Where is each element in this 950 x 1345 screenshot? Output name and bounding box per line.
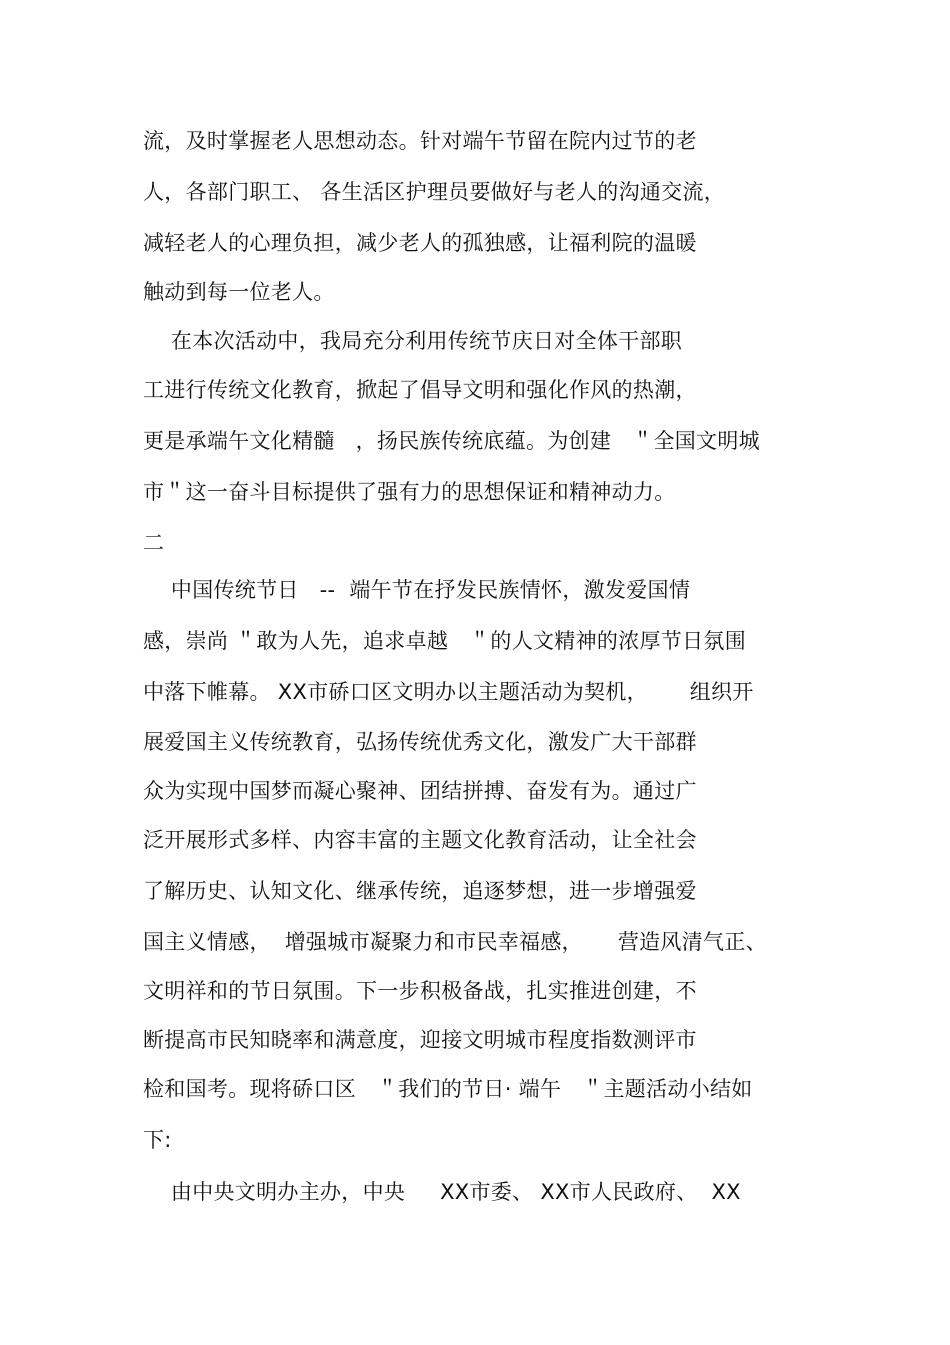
text-line: 市＂这一奋斗目标提供了强有力的思想保证和精神动力。 [143,480,676,504]
text-line: 展爱国主义传统教育，弘扬传统优秀文化，激发广大干部群 [143,730,697,754]
text-line: 众为实现中国梦而凝心聚神、团结拼搏、奋发有为。通过广 [143,779,697,803]
text-line: 减轻老人的心理负担，减少老人的孤独感，让福利院的温暖 [143,231,697,255]
text-line: 中落下帷幕。 XX市硚口区文明办以主题活动为契机， 组织开 [143,680,754,704]
text-line: 断提高市民知晓率和满意度，迎接文明城市程度指数测评市 [143,1028,697,1052]
text-line: 检和国考。现将硚口区 ＂我们的节日· 端午 ＂主题活动小结如 [143,1077,753,1101]
text-line: 泛开展形式多样、内容丰富的主题文化教育活动，让全社会 [143,828,697,852]
text-line: 下: [143,1128,172,1152]
text-line: 更是承端午文化精髓 ，扬民族传统底蕴。为创建 ＂全国文明城 [143,429,760,453]
text-line: 文明祥和的节日氛围。下一步积极备战，扎实推进创建，不 [143,979,697,1003]
text-line: 人，各部门职工、 各生活区护理员要做好与老人的沟通交流， [143,180,726,204]
section-number: 二 [143,531,165,555]
text-line: 工进行传统文化教育，掀起了倡导文明和强化作风的热潮， [143,378,697,402]
text-line: 流，及时掌握老人思想动态。针对端午节留在院内过节的老 [143,129,697,153]
text-line: 中国传统节日 -- 端午节在抒发民族情怀，激发爱国情 [143,578,691,602]
text-line: 感，崇尚 ＂敢为人先，追求卓越 ＂的人文精神的浓厚节日氛围 [143,629,746,653]
text-line: 国主义情感， 增强城市凝聚力和市民幸福感， 营造风清气正、 [143,930,767,954]
text-line: 触动到每一位老人。 [143,280,335,304]
text-line: 由中央文明办主办，中央 XX市委、 XX市人民政府、 XX [143,1180,741,1204]
text-line: 在本次活动中，我局充分利用传统节庆日对全体干部职 [143,329,683,353]
text-line: 了解历史、认知文化、继承传统，追逐梦想，进一步增强爱 [143,879,697,903]
